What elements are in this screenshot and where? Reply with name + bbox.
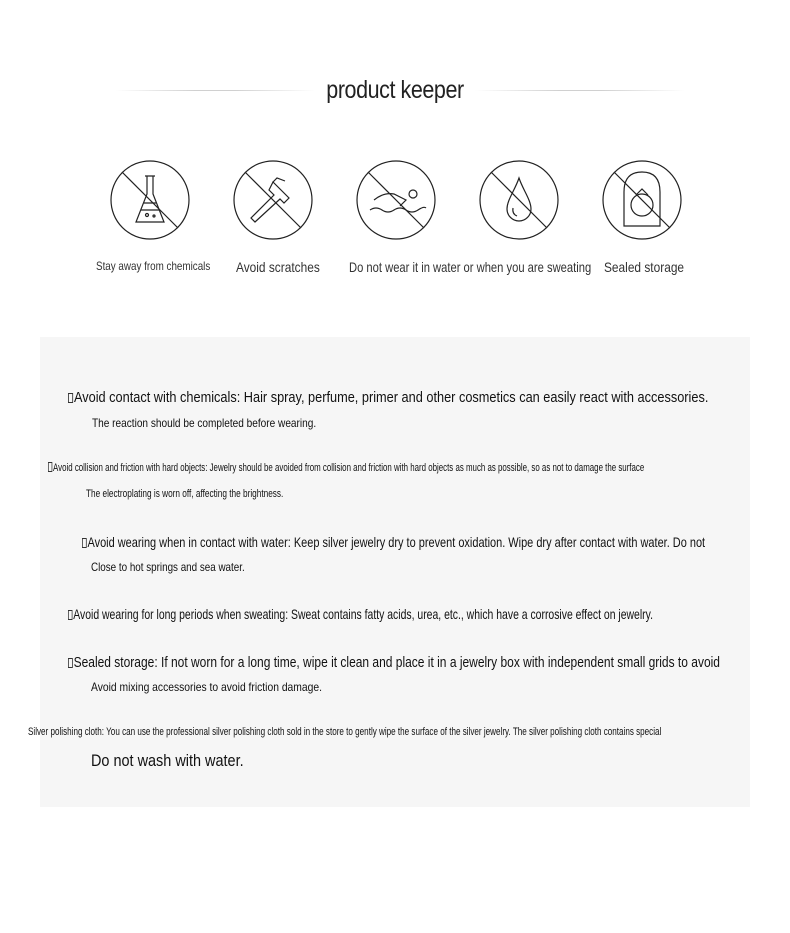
- bullet-icon: [68, 610, 72, 620]
- care-tip-detail: Avoid mixing accessories to avoid friction damage.: [91, 680, 322, 694]
- icon-caption-water: Do not wear it in water or when you are sweating: [349, 259, 592, 275]
- section-heading: [0, 72, 790, 112]
- icon-caption-chemicals: Stay away from chemicals: [96, 259, 211, 273]
- icon-caption-scratches: Avoid scratches: [236, 259, 320, 275]
- hammer-prohibited-icon: [233, 160, 313, 240]
- bullet-icon: [68, 658, 73, 668]
- care-tip-detail: The electroplating is worn off, affecting the brightness.: [86, 488, 284, 500]
- page-title: product keeper: [326, 76, 464, 104]
- care-tip-title: Silver polishing cloth: You can use the professional silver polishing cloth sold in the store to gently wipe the surface of the silver jewelry. The silver polishing cloth contains special: [28, 726, 662, 738]
- flask-prohibited-icon: [110, 160, 190, 240]
- bullet-icon: [48, 462, 52, 472]
- care-tip-detail: Do not wash with water.: [91, 751, 244, 770]
- care-tip-title: Avoid contact with chemicals: Hair spray, perfume, primer and other cosmetics can easily react with accessories.: [68, 389, 708, 406]
- care-tip-title: Avoid collision and friction with hard objects: Jewelry should be avoided from collision and friction with hard objects as much as possible, so as not to damage the surface: [48, 462, 644, 474]
- care-tip-detail: The reaction should be completed before wearing.: [92, 416, 317, 430]
- care-tip-title: Avoid wearing for long periods when sweating: Sweat contains fatty acids, urea, etc., which have a corrosive effect on jewelry.: [68, 606, 653, 622]
- water-drop-prohibited-icon: [479, 160, 559, 240]
- care-tip-title: Sealed storage: If not worn for a long time, wipe it clean and place it in a jewelry box with independent small grids to avoid: [68, 654, 720, 671]
- ring-box-icon: [602, 160, 682, 240]
- bullet-icon: [68, 393, 73, 403]
- icon-caption-storage: Sealed storage: [604, 259, 685, 275]
- bullet-icon: [82, 538, 87, 548]
- swimmer-prohibited-icon: [356, 160, 436, 240]
- care-tip-title: Avoid wearing when in contact with water: Keep silver jewelry dry to prevent oxidation. Wipe dry after contact with water. Do not: [82, 534, 705, 550]
- care-tip-detail: Close to hot springs and sea water.: [91, 560, 245, 574]
